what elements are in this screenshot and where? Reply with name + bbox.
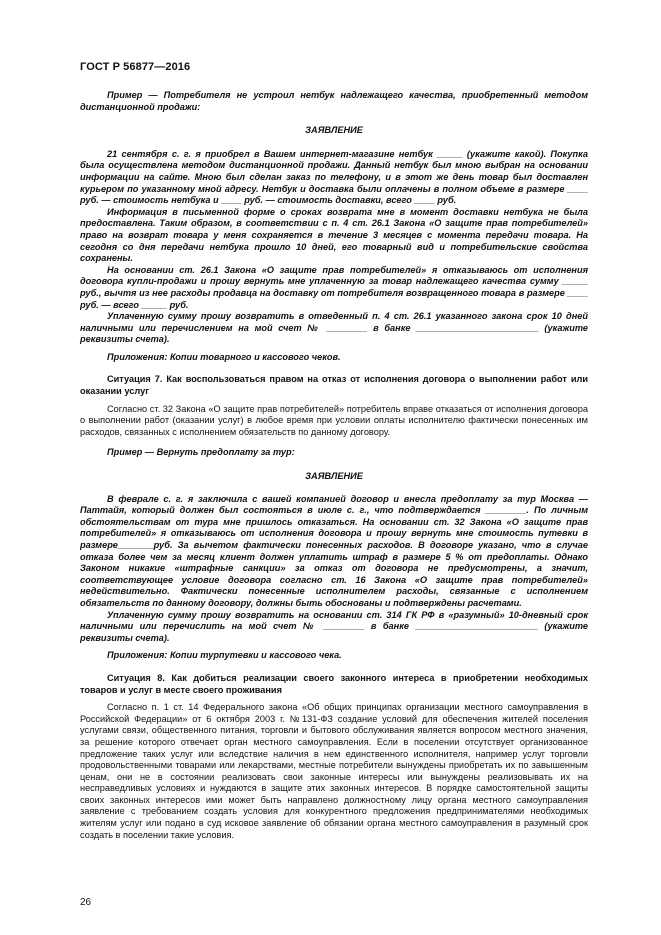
example-intro-netbook: Пример — Потребителя не устроил нетбук надлежащего качества, приобретенный методом дистанционной продажи: <box>80 90 588 112</box>
page-number: 26 <box>80 897 92 908</box>
page-content <box>80 84 588 841</box>
statement-1-paragraph-1: 21 сентября с. г. я приобрел в Вашем интернет-магазине нетбук _____ (укажите какой). Покупка была осуществлена методом дистанционной продажи. Данный нетбук был мною выбран на основании информации на сайте. Мною был сделан заказ по телефону, и в этот же день товар был доставлен курьером по указанному мной адресу. Нетбук и доставка были оплачены в полном объеме в размере ____ руб. — стоимость нетбука и ____ руб. — стоимость доставки, всего ____ руб. <box>80 148 588 206</box>
situation-7-heading: Ситуация 7. Как воспользоваться правом на отказ от исполнения договора о выполнении работ или оказании услуг <box>80 374 588 397</box>
situation-8-heading: Ситуация 8. Как добиться реализации своего законного интереса в приобретении необходимых товаров и услуг в месте своего проживания <box>80 672 588 695</box>
statement-1-attachments: Приложения: Копии товарного и кассового чеков. <box>107 351 341 362</box>
statement-heading-1: ЗАЯВЛЕНИЕ <box>305 125 363 136</box>
statement-1-paragraph-3: На основании ст. 26.1 Закона «О защите прав потребителей» я отказываюсь от исполнения договора купли-продажи и прошу вернуть мне уплаченную за товар надлежащего качества сумму _____ руб., вычтя из нее расходы продавца на доставку от потребителя возвращенного товара в размере ____ руб. — всего _____ руб. <box>80 264 588 310</box>
statement-2-paragraph-1: В феврале с. г. я заключила с вашей компанией договор и внесла предоплату за тур Москва — Паттайя, который должен был состояться в июле с. г., что подтверждается ________. По личным обстоятельствам от тура мне пришлось отказаться. На основании ст. 32 Закона «О защите прав потребителей» я отказываюсь от исполнения договора и прошу вернуть мне стоимость путевки в размере_______руб. За вычетом фактически понесенных расходов. В договоре указано, что в случае отказа более чем за месяц клиент должен уплатить штраф в размере 5 % от предоплаты. Однако Законом никакие «штрафные санкции» за отказ от договора не предусмотрены, а значит, соответствующее условие договора согласно ст. 16 Закона «О защите прав потребителей» недействительно. Фактически понесенные исполнителем расходы, связанные с исполнением обязательств по данному договору, должны быть обоснованы и подтверждены расчетами. <box>80 493 588 608</box>
statement-2-attachments: Приложения: Копии турпутевки и кассового чека. <box>107 650 342 661</box>
statement-2-paragraph-2: Уплаченную сумму прошу возвратить на основании ст. 314 ГК РФ в «разумный» 10-дневный срок наличными или перечислить на мой счет № ________ в банке ________________________ (укажите реквизиты счета). <box>80 609 588 643</box>
statement-heading-2: ЗАЯВЛЕНИЕ <box>305 471 363 482</box>
situation-7-text: Согласно ст. 32 Закона «О защите прав потребителей» потребитель вправе отказаться от исполнения договора о выполнении работ (оказании услуг) в любое время при условии оплаты исполнителю фактически понесенных им расходов, связанных с исполнением обязательств по данному договору. <box>80 403 588 437</box>
statement-1-paragraph-4: Уплаченную сумму прошу возвратить в отведенный п. 4 ст. 26.1 указанного закона срок 10 дней наличными или перечислением на мой счет № ________ в банке ________________________ (укажите реквизиты счета). <box>80 311 588 345</box>
situation-8-text: Согласно п. 1 ст. 14 Федерального закона «Об общих принципах организации местного самоуправления в Российской Федерации» от 6 октября 2003 г. №131-ФЗ создание условий для обеспечения жителей поселения услугами связи, общественного питания, торговли и бытового обслуживания является вопросом местного значения, за решение которого отвечает орган местного самоуправления. Если в поселении отсутствует организованное предложение таких услуг или вследствие наличия в нем единственного исполнителя, например услуг торговли продовольственными товарами или лекарствами, местные потребители вынуждены приобретать их по завышенным ценам, они не в состоянии реализовать свои законные интересы или вынуждены реализовывать их на несправедливых условиях и нуждаются в защите этих законных интересов. В порядке самостоятельной защиты своих законных интересов ими может быть направлено должностному лицу органа местного самоуправления заявление с требованием создать условия для конкурентного предложения предпринимателями необходимых жителям услуг или подано в суд исковое заявление об обязании органа местного самоуправления в разумный срок создать в поселении такие условия. <box>80 702 588 840</box>
document-header: ГОСТ Р 56877—2016 <box>80 61 191 73</box>
statement-1-paragraph-2: Информация в письменной форме о сроках возврата мне в момент доставки нетбука не была предоставлена. Таким образом, в соответствии с п. 4 ст. 26.1 Закона «О защите прав потребителей» право на возврат товара у меня сохраняется в течение 3 месяцев с момента передачи товара. На сегодня со дня передачи нетбука прошло 10 дней, его товарный вид и потребительские свойства сохранены. <box>80 206 588 264</box>
example-intro-tour: Пример — Вернуть предоплату за тур: <box>107 447 295 458</box>
